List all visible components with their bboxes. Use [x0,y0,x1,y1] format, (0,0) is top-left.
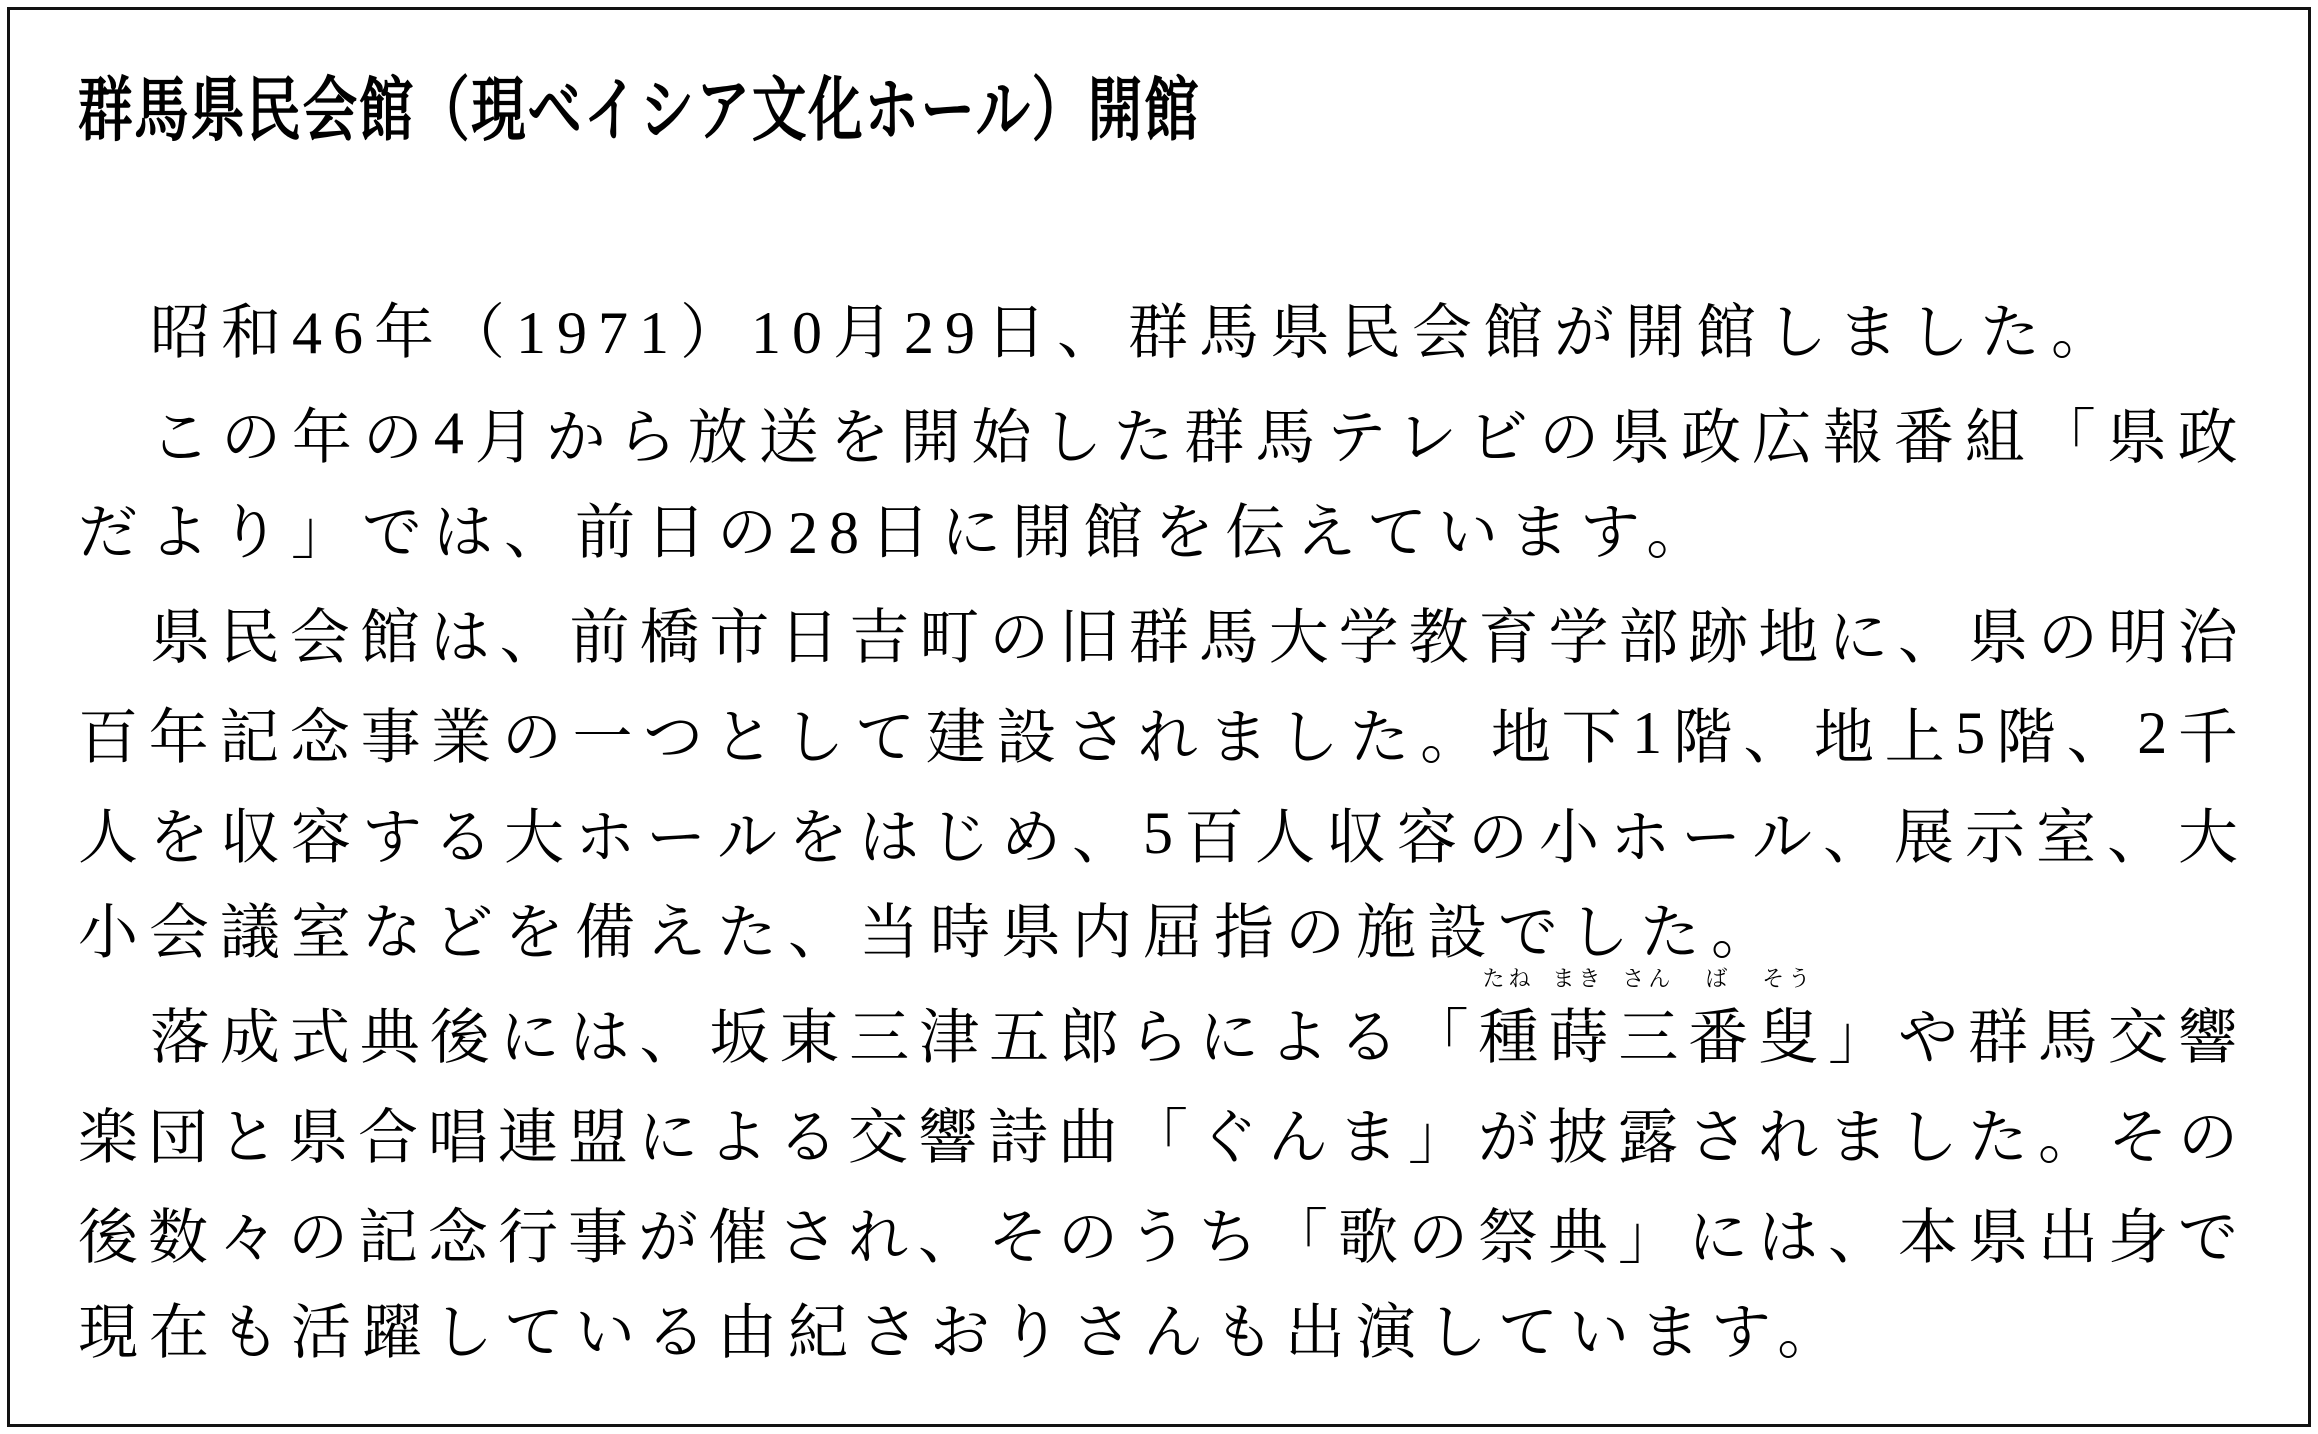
ruby-base: 種 [1478,1005,1539,1071]
paragraph-line: 楽 団 と 県 合 唱 連 盟 に よ る 交 響 詩 曲 「 ぐ ん ま 」 が 披 露 さ れ ま し た 。 そ の [78,1105,2238,1171]
ruby-word [1548,966,1609,1076]
ruby-base: 蒔 [1548,1005,1609,1071]
ruby-word [1758,966,1819,1076]
ruby-base: 三 [1618,1005,1679,1071]
ruby-word [1688,966,1749,1076]
page-content [78,0,2238,1383]
ruby-base: 叟 [1758,1005,1819,1071]
ruby-text: ば [1705,966,1732,992]
paragraph-line: 後 数 々 の 記 念 行 事 が 催 さ れ 、 そ の う ち 「 歌 の 祭 典 」 に は 、 本 県 出 身 で [78,1205,2238,1271]
ruby-text: まき [1552,966,1605,992]
ruby-word [1618,966,1679,1076]
paragraph-line: 小会議室などを備えた、当時県内屈指の施設でした。 [78,900,1782,966]
paragraph-line: 現在も活躍している由紀さおりさんも出演しています。 [78,1300,1849,1366]
paragraph-line: 昭和46年（1971）10月29日、群馬県民会館が開館しました。 [150,300,2122,366]
ruby-text: さん [1622,966,1675,992]
page-title: 群馬県民会館（現ベイシア文化ホール）開館 [78,71,1201,149]
paragraph-line: こ の 年 の 4 月 か ら 放 送 を 開 始 し た 群 馬 テ レ ビ の 県 政 広 報 番 組 「 県 政 [150,399,2238,471]
paragraph-line: 県 民 会 館 は 、 前 橋 市 日 吉 町 の 旧 群 馬 大 学 教 育 学 部 跡 地 に 、 県 の 明 治 [150,605,2238,671]
paragraph-line: 百 年 記 念 事 業 の 一 つ と し て 建 設 さ れ ま し た 。 地 下 1 階 、 地 上 5 階 、 2 千 [78,699,2238,771]
ruby-text: そう [1762,966,1815,992]
ruby-base: 番 [1688,1005,1749,1071]
document-body [78,283,2238,1383]
paragraph-line-with-ruby: 落 成 式 典 後 に は 、 坂 東 三 津 五 郎 ら に よ る 「 種 たね 蒔 まき 三 さん 番 ば 叟 そう 」 や 群 馬 交 響 [78,983,2238,1083]
paragraph-line: だより」では、前日の28日に開館を伝えています。 [78,500,1718,566]
ruby-word [1478,966,1539,1076]
ruby-text: たね [1482,966,1535,992]
paragraph-line: 人 を 収 容 す る 大 ホ ー ル を は じ め 、 5 百 人 収 容 の 小 ホ ー ル 、 展 示 室 、 大 [78,799,2238,871]
